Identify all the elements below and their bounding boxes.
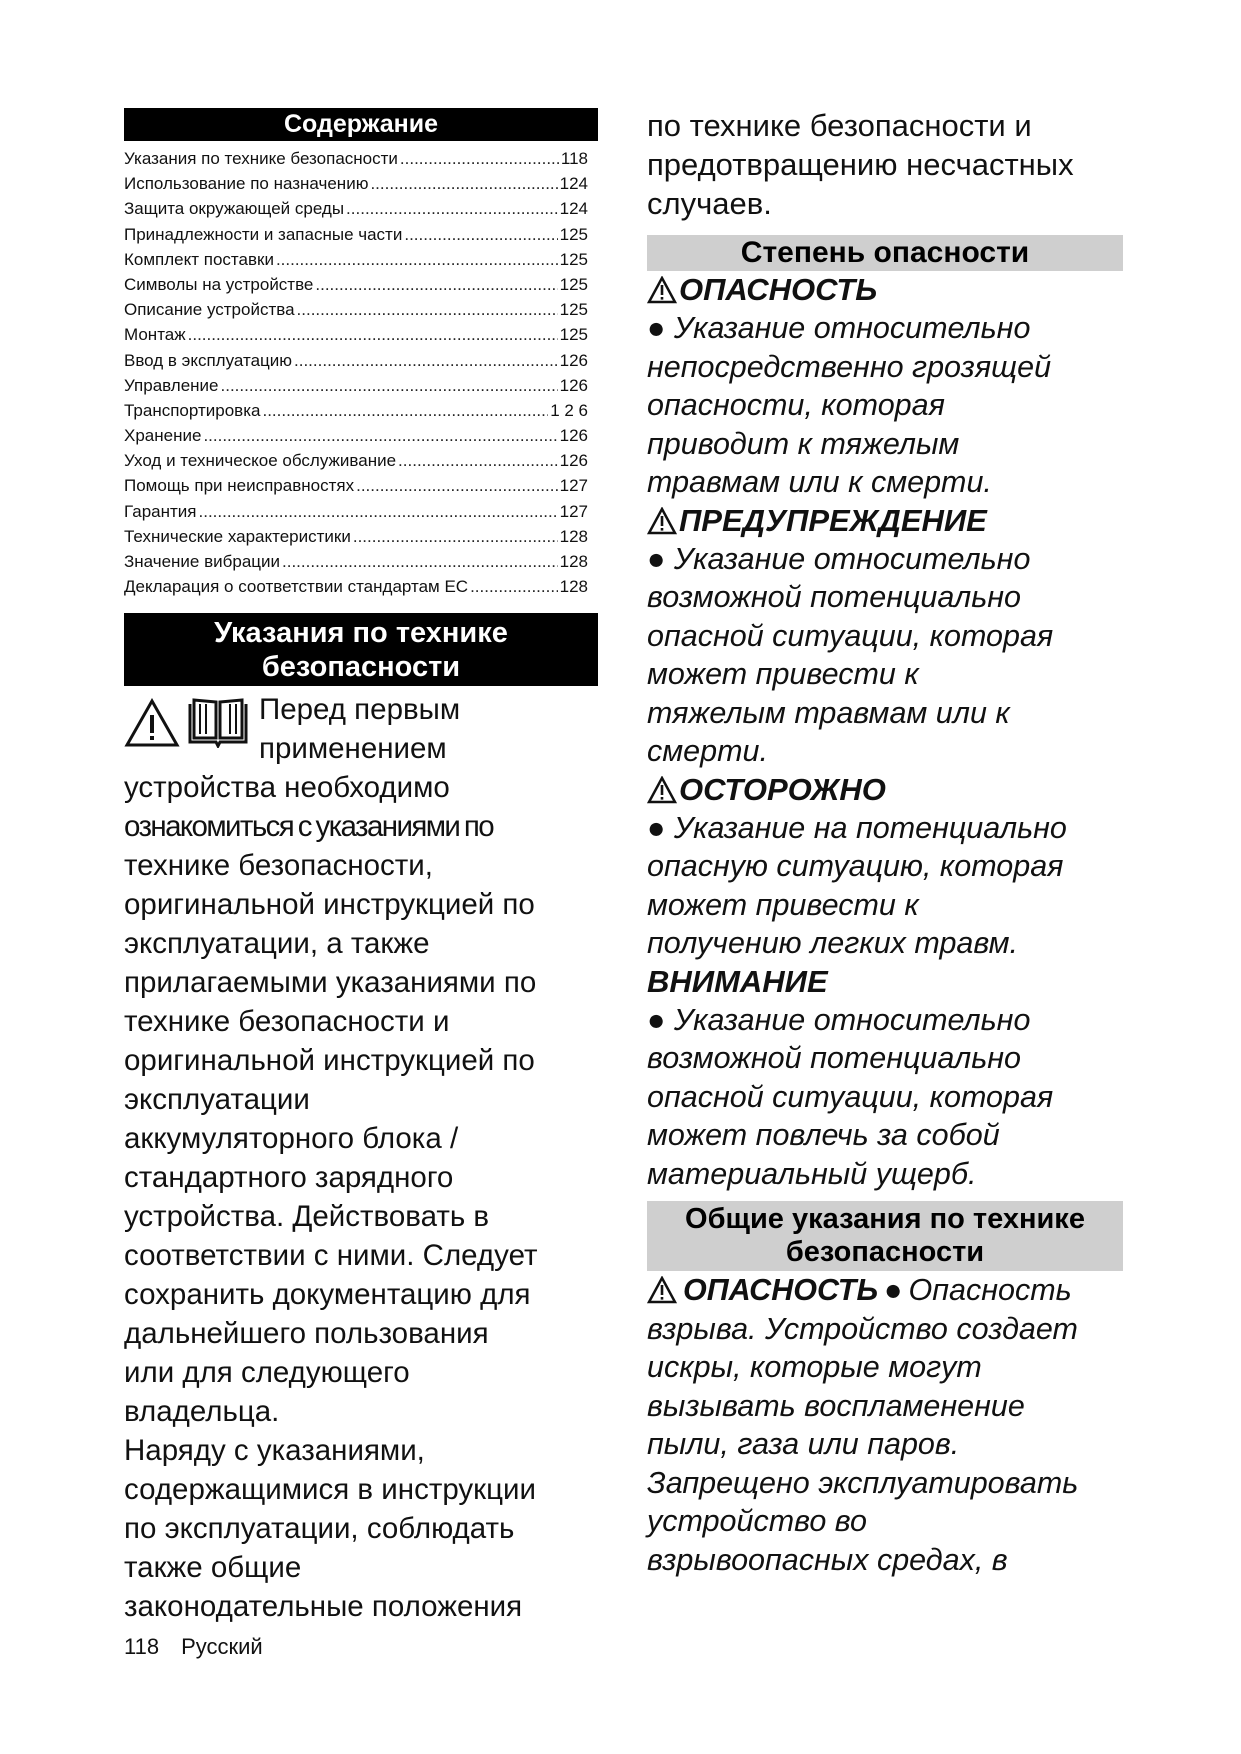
toc-page: 118 bbox=[560, 149, 588, 168]
text-line: взрыва. Устройство создает bbox=[647, 1311, 1078, 1346]
text-line: Указание относительно bbox=[673, 541, 1031, 576]
toc-page: 125 bbox=[559, 300, 588, 320]
text-line: ознакомиться с указаниями по bbox=[124, 810, 494, 844]
text-line: опасной ситуации, которая bbox=[647, 1079, 1054, 1114]
general-danger-text bbox=[647, 1271, 1123, 1579]
text-line: или для следующего bbox=[124, 1356, 410, 1390]
hazard-level-desc bbox=[647, 809, 1123, 963]
continued-text bbox=[647, 106, 1123, 223]
toc-label: Защита окружающей среды bbox=[124, 199, 345, 219]
text-line: возможной потенциально bbox=[647, 580, 1021, 614]
text-line: законодательные положения bbox=[124, 1590, 523, 1624]
text-line: технике безопасности и bbox=[124, 1005, 450, 1039]
toc-label: Принадлежности и запасные части bbox=[124, 224, 403, 244]
hazard-level-label: ОПАСНОСТЬ bbox=[679, 272, 878, 307]
text-line: прилагаемыми указаниями по bbox=[124, 966, 537, 1000]
toc-page: 128 bbox=[559, 526, 588, 546]
footer-language: Русский bbox=[181, 1634, 263, 1659]
hazard-level-desc bbox=[647, 540, 1123, 771]
toc-entry[interactable] bbox=[124, 398, 598, 423]
toc-label: Монтаж bbox=[124, 325, 186, 345]
toc-entry[interactable] bbox=[124, 499, 598, 524]
toc-entry[interactable] bbox=[124, 423, 598, 448]
general-title-line: Общие указания по технике bbox=[685, 1203, 1085, 1235]
right-column bbox=[647, 106, 1123, 1579]
text-line: устройство во bbox=[647, 1504, 868, 1538]
hazard-level-head bbox=[647, 963, 1123, 1001]
intro-icons bbox=[124, 696, 254, 756]
text-line: оригинальной инструкцией по bbox=[124, 888, 535, 922]
toc-page: 126 bbox=[559, 350, 588, 370]
hazard-level-desc bbox=[647, 1001, 1123, 1194]
toc-page: 125 bbox=[559, 325, 588, 345]
warning-triangle-icon bbox=[647, 507, 677, 535]
text-line: эксплуатации, а также bbox=[124, 927, 430, 961]
toc-page: 126 bbox=[559, 375, 588, 395]
toc-entry[interactable] bbox=[124, 549, 598, 574]
toc-entry[interactable] bbox=[124, 297, 598, 322]
text-line: применением bbox=[259, 732, 447, 766]
text-line: сохранить документацию для bbox=[124, 1278, 531, 1312]
toc-entry[interactable] bbox=[124, 171, 598, 196]
text-line: стандартного зарядного bbox=[124, 1161, 454, 1195]
toc-entry[interactable] bbox=[124, 473, 598, 498]
text-line: приводит к тяжелым bbox=[647, 426, 960, 461]
toc-label: Гарантия bbox=[124, 501, 197, 521]
text-line: материальный ущерб. bbox=[647, 1156, 977, 1191]
text-line: может привести к bbox=[647, 887, 919, 922]
toc-label: Технические характеристики bbox=[124, 526, 351, 546]
hazard-level-label: ОСТОРОЖНО bbox=[679, 771, 886, 807]
toc-entry[interactable] bbox=[124, 524, 598, 549]
toc-page: 128 bbox=[559, 552, 588, 571]
text-line: может привести к bbox=[647, 657, 919, 691]
text-line: оригинальной инструкцией по bbox=[124, 1044, 535, 1078]
text-line: непосредственно грозящей bbox=[647, 349, 1052, 384]
text-line: по технике безопасности и bbox=[647, 108, 1032, 143]
hazard-level-head bbox=[647, 502, 1123, 540]
text-line: эксплуатации bbox=[124, 1083, 310, 1117]
text-line: случаев. bbox=[647, 186, 772, 221]
toc-entry[interactable] bbox=[124, 196, 598, 221]
text-line: опасную ситуацию, которая bbox=[647, 849, 1064, 883]
toc-label: Хранение bbox=[124, 426, 202, 446]
toc-page: 125 bbox=[559, 249, 588, 269]
text-line: по эксплуатации, соблюдать bbox=[124, 1512, 515, 1546]
text-line: устройства необходимо bbox=[124, 771, 450, 805]
safety-title-line: безопасности bbox=[261, 651, 461, 684]
text-line: Запрещено эксплуатировать bbox=[647, 1465, 1079, 1500]
toc-entry[interactable] bbox=[124, 373, 598, 398]
safety-section-title bbox=[124, 613, 598, 686]
text-line: устройства. Действовать в bbox=[124, 1200, 490, 1234]
text-line: возможной потенциально bbox=[647, 1041, 1021, 1075]
toc-entry[interactable] bbox=[124, 322, 598, 347]
text-line: вызывать воспламенение bbox=[647, 1388, 1025, 1423]
warning-triangle-icon bbox=[647, 776, 677, 804]
hazard-level-desc bbox=[647, 309, 1123, 502]
text-line: Перед первым bbox=[259, 693, 461, 727]
text-line: смерти. bbox=[647, 734, 768, 768]
safety-intro bbox=[124, 690, 598, 1626]
toc-label: Комплект поставки bbox=[124, 249, 274, 269]
toc-page: 1 2 6 bbox=[550, 400, 588, 420]
bullet-icon: ● bbox=[647, 541, 666, 576]
toc-label: Значение вибрации bbox=[124, 552, 281, 571]
toc-entry[interactable] bbox=[124, 448, 598, 473]
text-line: также общие bbox=[124, 1551, 302, 1585]
toc-page: 126 bbox=[559, 451, 588, 471]
danger-label: ОПАСНОСТЬ bbox=[683, 1273, 879, 1307]
toc-entry[interactable] bbox=[124, 574, 598, 599]
page-number: 118 bbox=[124, 1634, 160, 1659]
text-line: Опасность bbox=[908, 1273, 1072, 1307]
warning-triangle-icon bbox=[647, 1276, 677, 1304]
toc-page: 127 bbox=[559, 476, 588, 496]
toc-label: Ввод в эксплуатацию bbox=[124, 350, 293, 370]
toc-label: Указания по технике безопасности bbox=[124, 149, 398, 168]
hazard-level-head bbox=[647, 271, 1123, 309]
general-safety-title bbox=[647, 1201, 1123, 1271]
toc-label: Использование по назначению bbox=[124, 174, 369, 194]
toc-page: 127 bbox=[559, 501, 588, 521]
text-line: взрывоопасных средах, в bbox=[647, 1542, 1008, 1577]
manual-book-icon bbox=[186, 696, 250, 748]
toc-label: Транспортировка bbox=[124, 400, 261, 420]
toc-entry[interactable] bbox=[124, 272, 598, 297]
toc-label: Декларация о соответствии стандартам ЕС bbox=[124, 577, 469, 597]
left-column bbox=[124, 108, 598, 1626]
hazard-level-head bbox=[647, 771, 1123, 809]
hazard-level-label: ВНИМАНИЕ bbox=[647, 963, 828, 999]
text-line: пыли, газа или паров. bbox=[647, 1427, 960, 1461]
bullet-icon: ● bbox=[884, 1273, 903, 1307]
text-line: опасности, которая bbox=[647, 388, 945, 422]
warning-triangle-icon bbox=[647, 276, 677, 304]
text-line: может повлечь за собой bbox=[647, 1118, 1000, 1152]
text-line: травмам или к смерти. bbox=[647, 465, 992, 499]
text-line: предотвращению несчастных bbox=[647, 147, 1074, 182]
bullet-icon: ● bbox=[647, 810, 666, 845]
text-line: искры, которые могут bbox=[647, 1350, 982, 1384]
hazard-levels-title: Степень опасности bbox=[647, 235, 1123, 271]
toc-entry[interactable] bbox=[124, 247, 598, 272]
toc-page: 125 bbox=[559, 224, 588, 244]
page-footer bbox=[124, 1634, 263, 1660]
text-line: соответствии с ними. Следует bbox=[124, 1239, 538, 1273]
toc-entry[interactable] bbox=[124, 146, 598, 171]
toc-page: 125 bbox=[559, 274, 588, 294]
toc-label: Управление bbox=[124, 375, 219, 395]
bullet-icon: ● bbox=[647, 1002, 666, 1037]
text-line: аккумуляторного блока / bbox=[124, 1122, 459, 1156]
text-line: дальнейшего пользования bbox=[124, 1317, 489, 1351]
toc-page: 128 bbox=[559, 577, 588, 597]
text-line: содержащимися в инструкции bbox=[124, 1473, 536, 1507]
bullet-icon: ● bbox=[647, 311, 666, 345]
toc-label: Описание устройства bbox=[124, 300, 295, 320]
general-title-line: безопасности bbox=[785, 1236, 985, 1268]
toc-page: 124 bbox=[559, 174, 588, 194]
toc-label: Помощь при неисправностях bbox=[124, 476, 355, 496]
toc-label: Символы на устройстве bbox=[124, 274, 314, 294]
text-line: Указание относительно bbox=[673, 311, 1031, 345]
toc-entry[interactable] bbox=[124, 348, 598, 373]
toc-list bbox=[124, 146, 598, 599]
text-line: Указание на потенциально bbox=[673, 810, 1067, 845]
text-line: владельца. bbox=[124, 1395, 280, 1429]
hazard-level-label: ПРЕДУПРЕЖДЕНИЕ bbox=[679, 502, 987, 538]
text-line: Указание относительно bbox=[673, 1002, 1031, 1037]
safety-title-line: Указания по технике bbox=[214, 617, 508, 650]
toc-page: 126 bbox=[559, 426, 588, 446]
toc-title: Содержание bbox=[124, 108, 598, 141]
toc-label: Уход и техническое обслуживание bbox=[124, 451, 397, 471]
warning-triangle-icon bbox=[124, 698, 180, 748]
text-line: технике безопасности, bbox=[124, 849, 433, 883]
text-line: Наряду с указаниями, bbox=[124, 1434, 425, 1468]
text-line: опасной ситуации, которая bbox=[647, 618, 1054, 653]
toc-page: 124 bbox=[559, 199, 588, 219]
text-line: получению легких травм. bbox=[647, 926, 1019, 960]
text-line: тяжелым травмам или к bbox=[647, 695, 1010, 730]
toc-entry[interactable] bbox=[124, 222, 598, 247]
safety-intro-text bbox=[124, 690, 598, 1626]
